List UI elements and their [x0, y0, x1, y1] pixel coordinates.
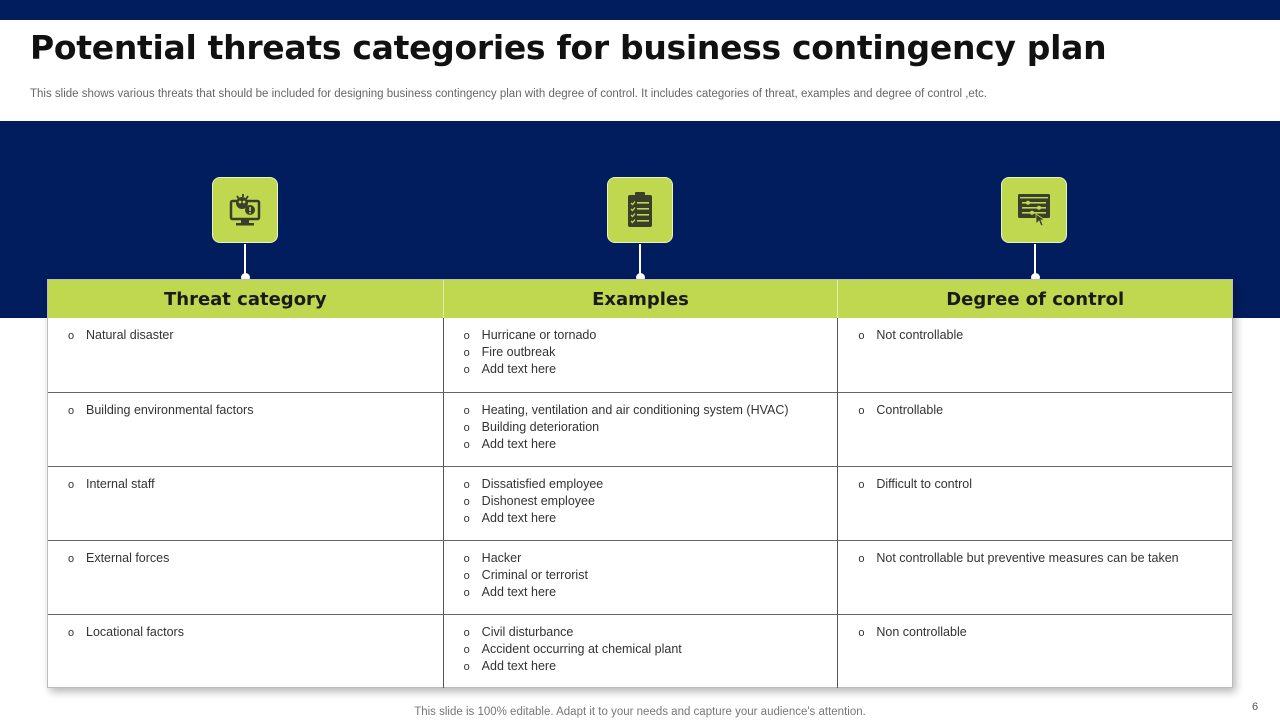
connector-line: [639, 244, 641, 276]
bullet-list: [858, 476, 1232, 493]
table-row: [48, 466, 1232, 540]
bullet-item: o Add text here: [464, 510, 838, 527]
table-header: [48, 280, 1232, 318]
bullet-item: o Controllable: [858, 402, 1232, 419]
bullet-item: o Building deterioration: [464, 419, 838, 436]
bullet-item: o Hacker: [464, 550, 838, 567]
cell-examples: [443, 393, 838, 466]
bullet-list: [464, 402, 838, 453]
cell-degree-of-control: [837, 318, 1232, 392]
clipboard-checklist-icon: [618, 188, 662, 232]
bullet-item: o Add text here: [464, 584, 838, 601]
computer-threat-icon: [223, 188, 267, 232]
footer-note: This slide is 100% editable. Adapt it to your needs and capture your audience's attention.: [414, 706, 866, 718]
bullet-item: o Accident occurring at chemical plant: [464, 641, 838, 658]
bullet-item: o External forces: [68, 550, 443, 567]
top-bar: [0, 0, 1280, 20]
bullet-list: [858, 624, 1232, 641]
bullet-item: o Civil disturbance: [464, 624, 838, 641]
bullet-item: o Dishonest employee: [464, 493, 838, 510]
page-number: 6: [1252, 701, 1259, 713]
bullet-item: o Criminal or terrorist: [464, 567, 838, 584]
icon-box-examples: [607, 177, 673, 243]
icon-box-threat: [212, 177, 278, 243]
cell-threat-category: [48, 541, 443, 614]
table-row: [48, 614, 1232, 688]
bullet-item: o Non controllable: [858, 624, 1232, 641]
cell-threat-category: [48, 615, 443, 688]
connector-line: [244, 244, 246, 276]
bullet-item: o Add text here: [464, 658, 838, 675]
bullet-list: [464, 624, 838, 675]
bullet-list: [858, 402, 1232, 419]
bullet-item: o Not controllable but preventive measures can be taken: [858, 550, 1232, 567]
bullet-list: [68, 402, 443, 419]
bullet-list: [464, 550, 838, 601]
bullet-item: o Add text here: [464, 436, 838, 453]
bullet-list: [68, 476, 443, 493]
bullet-item: o Dissatisfied employee: [464, 476, 838, 493]
cell-degree-of-control: [837, 467, 1232, 540]
bullet-list: [68, 327, 443, 344]
bullet-item: o Fire outbreak: [464, 344, 838, 361]
bullet-list: [464, 327, 838, 378]
bullet-list: [858, 327, 1232, 344]
cell-examples: [443, 318, 838, 392]
connector-line: [1034, 244, 1036, 276]
slide-title: Potential threats categories for business contingency plan: [30, 28, 1107, 67]
icon-box-control: [1001, 177, 1067, 243]
cell-examples: [443, 615, 838, 688]
table-row: [48, 318, 1232, 392]
cell-threat-category: [48, 318, 443, 392]
bullet-item: o Heating, ventilation and air conditioning system (HVAC): [464, 402, 838, 419]
control-panel-icon: [1012, 188, 1056, 232]
slide-subtitle: This slide shows various threats that should be included for designing business contingency plan with degree of control. It includes categories of threat, examples and degree of control ,etc.: [30, 88, 987, 100]
bullet-item: o Hurricane or tornado: [464, 327, 838, 344]
cell-degree-of-control: [837, 393, 1232, 466]
header-threat-category: Threat category: [163, 288, 327, 310]
bullet-item: o Difficult to control: [858, 476, 1232, 493]
table-row: [48, 392, 1232, 466]
cell-degree-of-control: [837, 541, 1232, 614]
bullet-item: o Not controllable: [858, 327, 1232, 344]
bullet-item: o Building environmental factors: [68, 402, 443, 419]
bullet-list: [68, 624, 443, 641]
threats-table: [47, 279, 1233, 688]
bullet-list: [68, 550, 443, 567]
cell-degree-of-control: [837, 615, 1232, 688]
cell-threat-category: [48, 393, 443, 466]
bullet-list: [464, 476, 838, 527]
bullet-item: o Internal staff: [68, 476, 443, 493]
cell-examples: [443, 467, 838, 540]
header-degree-of-control: Degree of control: [837, 280, 1232, 318]
header-examples: Examples: [443, 280, 838, 318]
bullet-list: [858, 550, 1232, 567]
bullet-item: o Add text here: [464, 361, 838, 378]
bullet-item: o Natural disaster: [68, 327, 443, 344]
cell-threat-category: [48, 467, 443, 540]
bullet-item: o Locational factors: [68, 624, 443, 641]
cell-examples: [443, 541, 838, 614]
table-row: [48, 540, 1232, 614]
